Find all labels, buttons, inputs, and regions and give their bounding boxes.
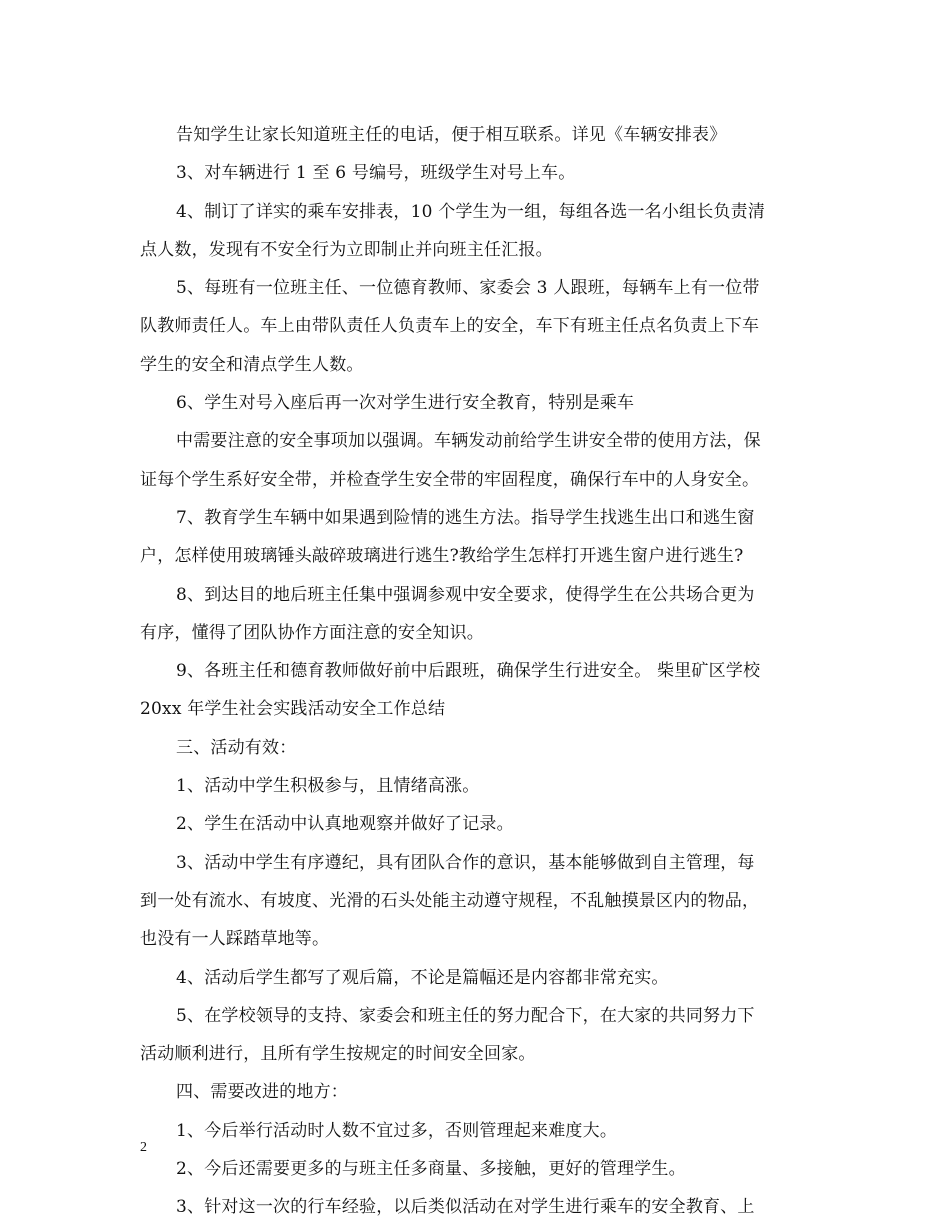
section-heading: 四、需要改进的地方： (176, 1082, 348, 1103)
paragraph-line: 9、各班主任和德育教师做好前中后跟班，确保学生行进安全。 柴里矿区学校 (176, 661, 761, 682)
paragraph-line: 8、到达目的地后班主任集中强调参观中安全要求，使得学生在公共场合更为 (176, 584, 755, 605)
paragraph-line: 证每个学生系好安全带，并检查学生安全带的牢固程度，确保行车中的人身安全。 (140, 469, 760, 490)
paragraph-line: 2、今后还需要更多的与班主任多商量、多接触，更好的管理学生。 (176, 1159, 686, 1180)
paragraph-line: 6、学生对号入座后再一次对学生进行安全教育，特别是乘车 (176, 393, 635, 414)
page-number: 2 (140, 1140, 147, 1155)
section-heading: 三、活动有效： (176, 737, 297, 758)
paragraph-line: 4、制订了详实的乘车安排表，10 个学生为一组，每组各选一名小组长负责清 (176, 201, 766, 222)
paragraph-line: 7、教育学生车辆中如果遇到险情的逃生方法。指导学生找逃生出口和逃生窗 (176, 507, 755, 528)
document-body (140, 116, 820, 1227)
paragraph-line: 有序，懂得了团队协作方面注意的安全知识。 (140, 622, 484, 643)
paragraph-line: 1、活动中学生积极参与，且情绪高涨。 (176, 776, 480, 797)
paragraph-line: 4、活动后学生都写了观后篇，不论是篇幅还是内容都非常充实。 (176, 967, 669, 988)
paragraph-line: 1、今后举行活动时人数不宜过多，否则管理起来难度大。 (176, 1120, 618, 1141)
paragraph-line: 学生的安全和清点学生人数。 (140, 354, 364, 375)
paragraph-line: 3、对车辆进行 1 至 6 号编号，班级学生对号上车。 (176, 163, 576, 184)
paragraph-line: 户，怎样使用玻璃锤头敲碎玻璃进行逃生?教给学生怎样打开逃生窗户进行逃生? (140, 546, 744, 567)
paragraph-line: 活动顺利进行，且所有学生按规定的时间安全回家。 (140, 1044, 536, 1065)
paragraph-line: 5、每班有一位班主任、一位德育教师、家委会 3 人跟班，每辆车上有一位带 (176, 278, 760, 299)
paragraph-line: 到一处有流水、有坡度、光滑的石头处能主动遵守规程，不乱触摸景区内的物品， (140, 890, 760, 911)
paragraph-line: 20xx 年学生社会实践活动安全工作总结 (140, 699, 446, 720)
paragraph-line: 3、活动中学生有序遵纪，具有团队合作的意识，基本能够做到自主管理，每 (176, 852, 755, 873)
paragraph-line: 3、针对这一次的行车经验，以后类似活动在对学生进行乘车的安全教育、上 (176, 1197, 755, 1218)
paragraph-line: 告知学生让家长知道班主任的电话，便于相互联系。详见《车辆安排表》 (176, 125, 727, 145)
paragraph-line: 点人数，发现有不安全行为立即制止并向班主任汇报。 (140, 239, 553, 260)
paragraph-line: 2、学生在活动中认真地观察并做好了记录。 (176, 814, 514, 835)
paragraph-line: 队教师责任人。车上由带队责任人负责车上的安全，车下有班主任点名负责上下车 (140, 316, 760, 337)
paragraph-line: 也没有一人踩踏草地等。 (140, 929, 330, 950)
paragraph-line: 5、在学校领导的支持、家委会和班主任的努力配合下，在大家的共同努力下 (176, 1005, 755, 1026)
paragraph-line: 中需要注意的安全事项加以强调。车辆发动前给学生讲安全带的使用方法，保 (176, 431, 761, 452)
